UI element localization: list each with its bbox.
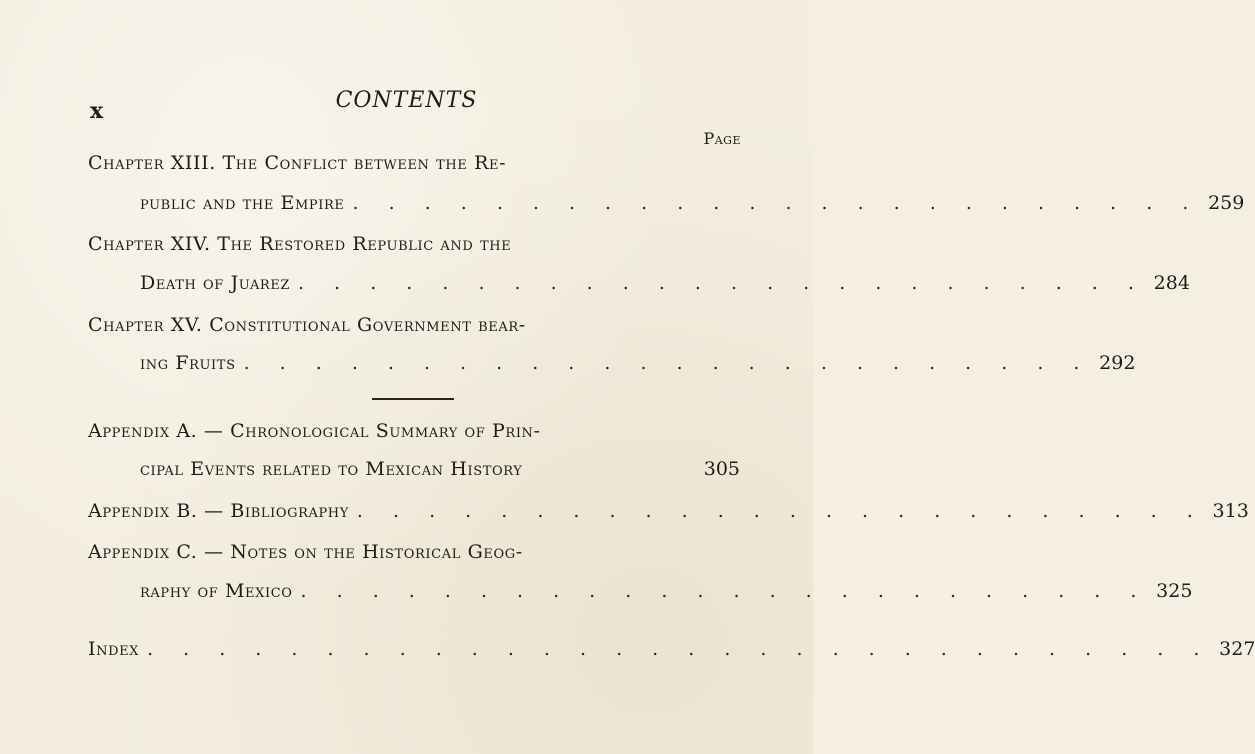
page-column-label: Page <box>703 129 741 148</box>
toc-appendix-a-line2 <box>140 458 740 488</box>
toc-page-number: 284 <box>1153 272 1190 294</box>
toc-appendix-c-line2 <box>140 580 1193 610</box>
leader-dots: . . . . . . . . . . . . . . . . . . . . . . . . . . . . . . <box>147 638 1212 660</box>
toc-appendix-a-line1 <box>88 420 740 450</box>
toc-page-number: 313 <box>1212 500 1249 522</box>
page-folio: x <box>90 98 104 124</box>
toc-entry-text: public and the Empire <box>140 192 345 214</box>
toc-entry-text: Chapter XV. Constitutional Government bear- <box>88 314 526 336</box>
toc-page-number: 327 <box>1219 638 1255 660</box>
toc-entry-ch14-line2 <box>140 272 1190 302</box>
toc-entry-ch13-line2 <box>140 192 1245 222</box>
leader-dots: . . . . . . . . . . . . . . . . . . . . . . . . <box>352 192 1201 214</box>
toc-entry-text: ing Fruits <box>140 352 236 374</box>
toc-appendix-c-line1 <box>88 541 740 571</box>
toc-entry-ch15-line2 <box>140 352 1136 382</box>
toc-entry-text: cipal Events related to Mexican History <box>140 458 523 480</box>
toc-entry-text: Appendix C. — Notes on the Historical Geog- <box>88 541 523 563</box>
toc-entry-text: Index <box>88 638 140 660</box>
toc-entry-ch13-line1 <box>88 152 740 182</box>
toc-page-number: 305 <box>703 458 740 480</box>
toc-page-number: 292 <box>1099 352 1136 374</box>
toc-page-number: 325 <box>1156 580 1193 602</box>
section-divider-rule <box>372 398 454 400</box>
toc-entry-text: Chapter XIII. The Conflict between the Re- <box>88 152 507 174</box>
toc-entry-text: Appendix B. — Bibliography <box>88 500 349 522</box>
leader-dots: . . . . . . . . . . . . . . . . . . . . . . . . <box>298 272 1146 294</box>
toc-entry-text: Chapter XIV. The Restored Republic and the <box>88 233 512 255</box>
toc-entry-ch15-line1 <box>88 314 740 344</box>
toc-entry-ch14-line1 <box>88 233 740 263</box>
toc-page-number: 259 <box>1208 192 1245 214</box>
toc-entry-text: Appendix A. — Chronological Summary of Prin- <box>88 420 541 442</box>
leader-dots: . . . . . . . . . . . . . . . . . . . . . . . . <box>243 352 1092 374</box>
toc-entry-text: raphy of Mexico <box>140 580 293 602</box>
running-head-title: CONTENTS <box>335 88 478 113</box>
leader-dots: . . . . . . . . . . . . . . . . . . . . . . . . <box>356 500 1205 522</box>
toc-index <box>88 638 1255 668</box>
leader-dots: . . . . . . . . . . . . . . . . . . . . . . . . <box>300 580 1149 602</box>
toc-entry-text: Death of Juarez <box>140 272 291 294</box>
toc-appendix-b <box>88 500 1249 530</box>
